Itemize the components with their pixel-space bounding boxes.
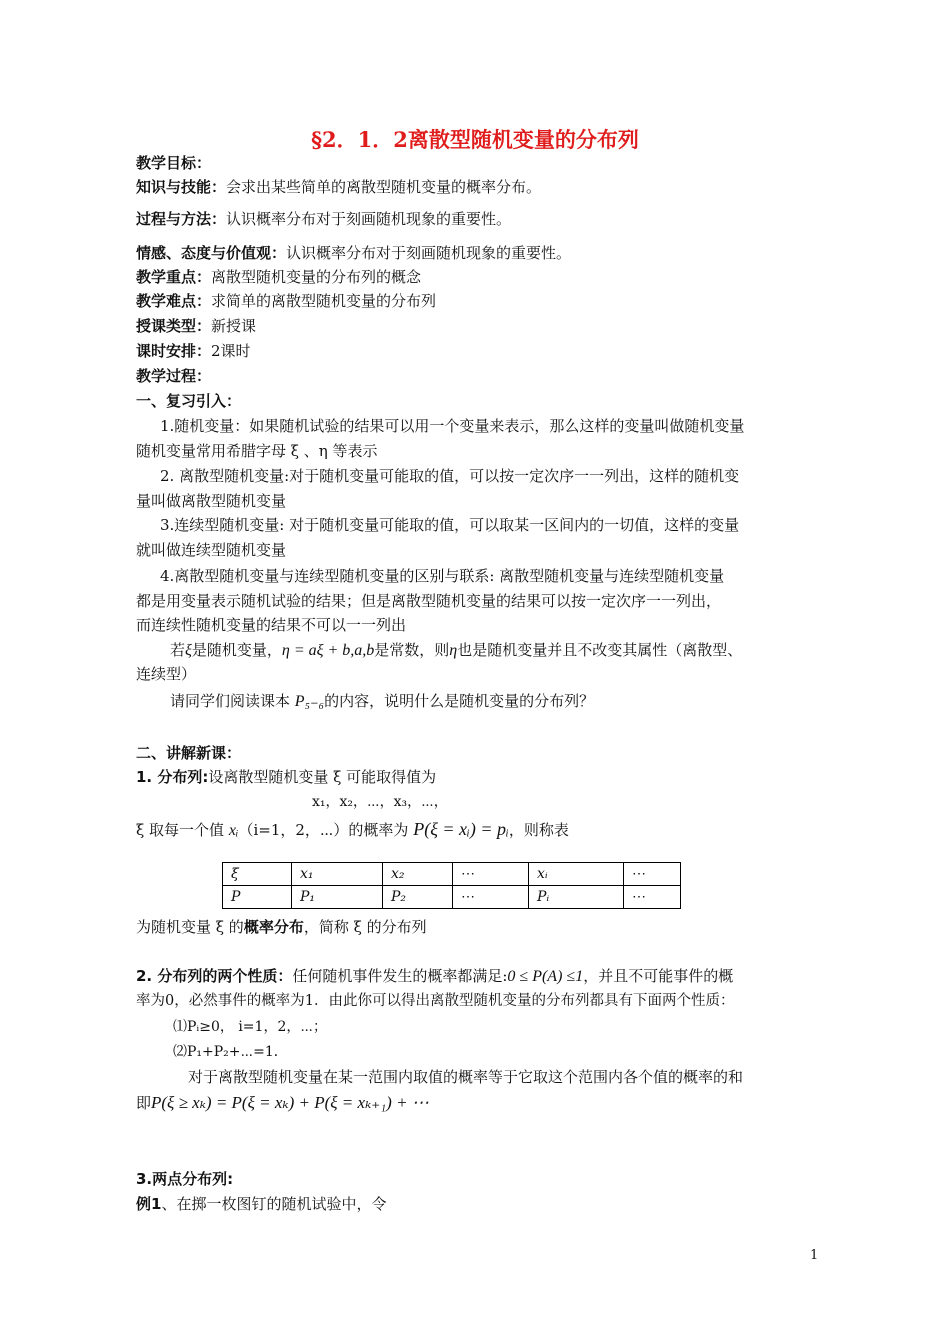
table-row <box>223 863 681 886</box>
page-title: §2．1．2离散型随机变量的分布列 <box>311 127 639 152</box>
review-line-7: 4.离散型随机变量与连续型随机变量的区别与联系: 离散型随机变量与连续型随机变量 <box>160 567 725 585</box>
section3-heading: 3.两点分布列: <box>136 1170 234 1188</box>
review-line-5: 3.连续型随机变量: 对于随机变量可能取的值，可以取某一区间内的一切值，这样的变量 <box>160 516 740 534</box>
review-line-2: 随机变量常用希腊字母 ξ 、η 等表示 <box>136 442 378 460</box>
difficulty-line: 教学难点：求简单的离散型随机变量的分布列 <box>136 292 437 310</box>
section1-after: 为随机变量 ξ 的概率分布，简称 ξ 的分布列 <box>136 918 427 936</box>
section2-line-2: 率为0，必然事件的概率为1．由此你可以得出离散型随机变量的分布列都具有下面两个性质： <box>136 993 735 1009</box>
review-line-1: 1.随机变量：如果随机试验的结果可以用一个变量来表示，那么这样的变量叫做随机变量 <box>160 417 745 435</box>
knowledge-line: 知识与技能：会求出某些简单的离散型随机变量的概率分布。 <box>136 178 542 196</box>
objectives-heading: 教学目标： <box>136 154 212 172</box>
review-line-3: 2. 离散型随机变量:对于随机变量可能取的值，可以按一定次序一一列出，这样的随机变 <box>160 467 740 485</box>
table-cell: ⋯ <box>453 863 529 886</box>
key-point-line: 教学重点：离散型随机变量的分布列的概念 <box>136 268 422 286</box>
table-cell: P₁ <box>292 886 383 909</box>
section2-line-5: 对于离散型随机变量在某一范围内取值的概率等于它取这个范围内各个值的概率的和 <box>188 1068 744 1086</box>
review-line-10: 若ξ是随机变量，η = aξ + b,a,b是常数，则η也是随机变量并且不改变其属性（离散型、 <box>170 641 743 659</box>
table-cell: xᵢ <box>529 863 624 886</box>
table-cell: P₂ <box>383 886 453 909</box>
table-cell: P <box>223 886 292 909</box>
table-cell: x₂ <box>383 863 453 886</box>
process-line: 过程与方法：认识概率分布对于刻画随机现象的重要性。 <box>136 210 512 228</box>
process-heading: 教学过程： <box>136 367 212 385</box>
table-cell: ⋯ <box>624 863 681 886</box>
review-line-6: 就叫做连续型随机变量 <box>136 541 287 559</box>
review-line-11: 连续型） <box>136 665 197 683</box>
property-2: ⑵P₁+P₂+⋯=1． <box>173 1044 288 1060</box>
newlesson-heading: 二、讲解新课： <box>136 744 242 762</box>
table-cell: ⋯ <box>453 886 529 909</box>
table-cell: ⋯ <box>624 886 681 909</box>
lesson-type-line: 授课类型：新授课 <box>136 317 257 335</box>
review-line-4: 量叫做离散型随机变量 <box>136 492 287 510</box>
review-heading: 一、复习引入： <box>136 392 242 410</box>
section2-line: 2. 分布列的两个性质：任何随机事件发生的概率都满足:0 ≤ P(A) ≤1，并且不可能事件的概 <box>136 967 734 985</box>
table-cell: Pᵢ <box>529 886 624 909</box>
example1-line: 例1、在掷一枚图钉的随机试验中，令 <box>136 1195 387 1213</box>
review-line-8: 都是用变量表示随机试验的结果；但是离散型随机变量的结果可以按一定次序一一列出， <box>136 592 722 610</box>
section1-line-3: ξ 取每一个值 xᵢ（i=1，2，⋯）的概率为 P(ξ = xᵢ) = pᵢ，则称表 <box>136 819 569 839</box>
distribution-table <box>222 862 681 909</box>
table-row <box>223 886 681 909</box>
property-1: ⑴Pᵢ≥0， i=1，2，⋯； <box>173 1019 327 1035</box>
page-number: 1 <box>810 1248 819 1263</box>
section1-line: 1. 分布列:设离散型随机变量 ξ 可能取得值为 <box>136 768 437 786</box>
section2-line-6: 即P(ξ ≥ xₖ) = P(ξ = xₖ) + P(ξ = xₖ₊₁) + ⋯ <box>136 1093 429 1112</box>
values-line: x₁，x₂，⋯，x₃，⋯， <box>312 794 448 810</box>
table-cell: x₁ <box>292 863 383 886</box>
time-line: 课时安排：2课时 <box>136 342 251 360</box>
emotion-line: 情感、态度与价值观：认识概率分布对于刻画随机现象的重要性。 <box>136 244 572 262</box>
review-line-12: 请同学们阅读课本 P₅₋₆的内容，说明什么是随机变量的分布列？ <box>170 692 595 710</box>
review-line-9: 而连续性随机变量的结果不可以一一列出 <box>136 616 407 634</box>
table-cell: ξ <box>223 863 292 886</box>
